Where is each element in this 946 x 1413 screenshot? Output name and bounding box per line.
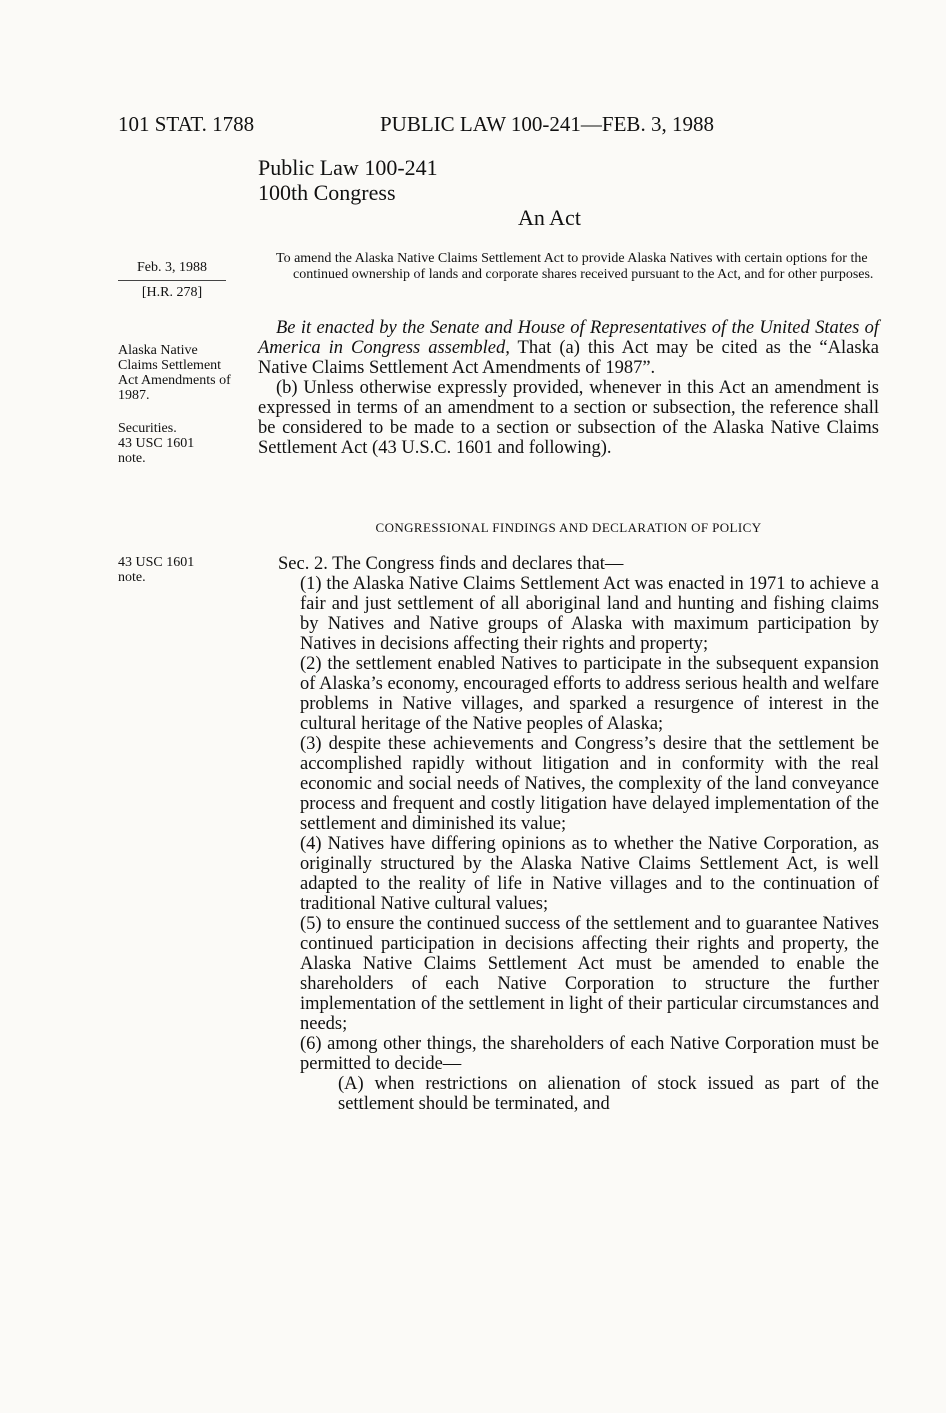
finding-4: (4) Natives have differing opinions as to whether the Native Corporation, as originally structured by the Alaska Native Claims Settlement Act, is well adapted to the reality of life in Native villages and to the continuation of traditional Native cultural values; [300, 834, 879, 914]
paragraph-b: (b) Unless otherwise expressly provided, whenever in this Act an amendment is expressed in terms of an amendment to a section or subsection, the reference shall be considered to be made to a section or subsection of the Alaska Native Claims Settlement Act (43 U.S.C. 1601 and following). [258, 378, 879, 458]
enactment-rest: That (a) this Act may be cited as the “Alaska Native Claims Settlement Act Amendments of 1987”. [258, 338, 879, 378]
public-law-header: PUBLIC LAW 100-241—FEB. 3, 1988 [380, 112, 714, 136]
margin-note-usc-2: 43 USC 1601 note. [118, 555, 195, 585]
bill-date: Feb. 3, 1988 [118, 258, 226, 281]
bill-number: [H.R. 278] [141, 285, 203, 300]
finding-2: (2) the settlement enabled Natives to participate in the subsequent expansion of Alaska’s economy, encouraged efforts to address serious health and welfare problems in Native villages, and sparked a resurgence of interest in the cultural heritage of the Native peoples of Alaska; [300, 654, 879, 734]
act-heading: An Act [518, 205, 581, 230]
margin-note-amendments: Alaska Native Claims Settlement Act Amendments of 1987. [118, 343, 231, 403]
finding-5: (5) to ensure the continued success of the settlement and to guarantee Natives continued participation in decisions affecting their rights and property, the Alaska Native Claims Settlement Act must be amended to enable the shareholders of each Native Corporation to structure the further implementation of the settlement in light of their particular circumstances and needs; [300, 914, 879, 1034]
finding-3: (3) despite these achievements and Congress’s desire that the settlement be accomplished rapidly without litigation and in conformity with the real economic and social needs of Natives, the complexity of the land conveyance process and frequent and costly litigation have delayed implementation of the settlement and diminished its value; [300, 734, 879, 834]
enactment-clause [258, 318, 879, 378]
section-heading: CONGRESSIONAL FINDINGS AND DECLARATION OF POLICY [375, 520, 762, 535]
margin-note-usc-1: 43 USC 1601 note. [118, 436, 195, 466]
section-2 [278, 554, 879, 1114]
bill-date-box [118, 258, 226, 303]
finding-1: (1) the Alaska Native Claims Settlement Act was enacted in 1971 to achieve a fair and just settlement of all aboriginal land and hunting and fishing claims by Natives and Native groups of Alaska with maximum participation by Natives in decisions affecting their rights and property; [300, 574, 879, 654]
finding-6: (6) among other things, the shareholders of each Native Corporation must be permitted to decide— [300, 1034, 879, 1074]
congress-number: 100th Congress [258, 180, 396, 205]
section-1-text [258, 318, 879, 458]
stat-citation: 101 STAT. 1788 [118, 112, 255, 136]
law-title: Public Law 100-241 [258, 155, 438, 180]
finding-6a: (A) when restrictions on alienation of stock issued as part of the settlement should be terminated, and [338, 1074, 879, 1114]
enactment-italic: Be it enacted by the Senate and House of Representatives of the United States of America in Congress assembled, [258, 318, 879, 358]
running-head [118, 110, 878, 138]
margin-note-securities: Securities. [118, 421, 177, 436]
section-2-lead: Sec. 2. The Congress finds and declares that— [278, 554, 624, 574]
act-purpose: To amend the Alaska Native Claims Settlement Act to provide Alaska Natives with certain options for the continued ownership of lands and corporate shares received pursuant to the Act, and for other purposes. [276, 251, 874, 282]
